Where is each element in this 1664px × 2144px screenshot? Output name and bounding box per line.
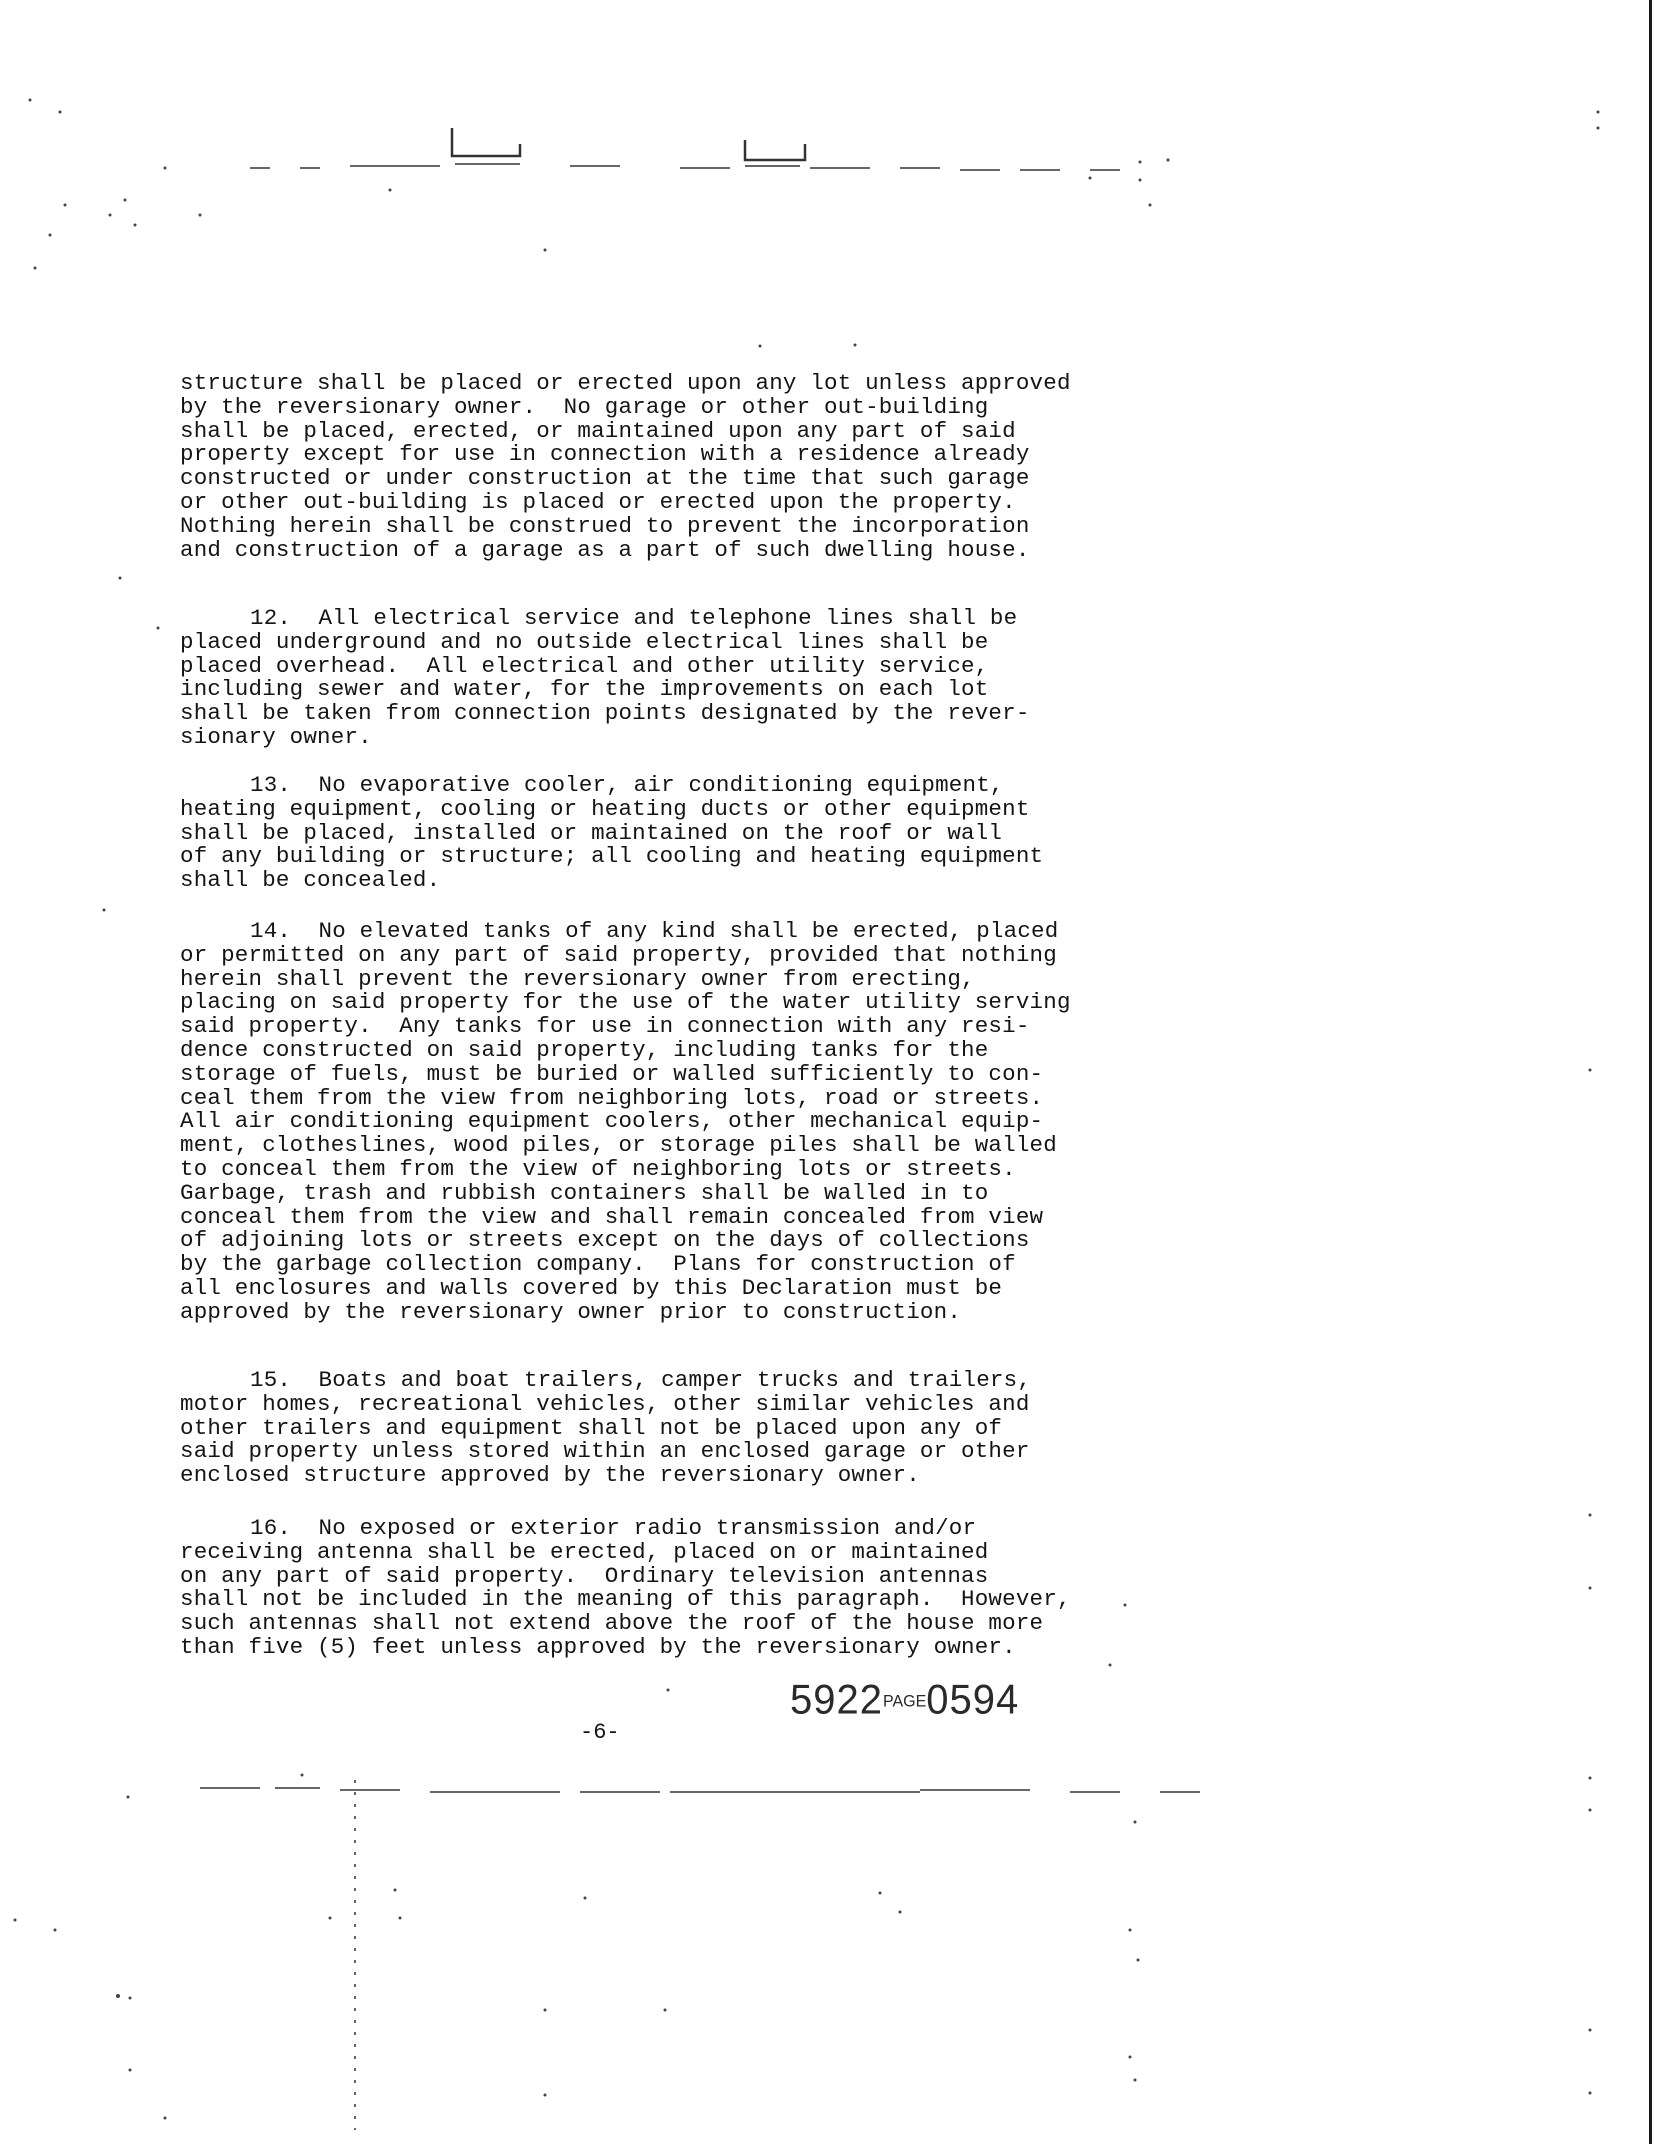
text-line: receiving antenna shall be erected, placed on or maintained <box>180 1538 989 1565</box>
paragraph-12 <box>180 607 1140 750</box>
paragraph-13 <box>180 774 1140 893</box>
page-number: -6- <box>580 1720 620 1745</box>
text-line: enclosed structure approved by the reversionary owner. <box>180 1462 920 1489</box>
stamp-page-number: 0594 <box>926 1676 1020 1724</box>
scan-edge-line <box>1649 0 1652 2144</box>
text-line: property except for use in connection with a residence already <box>180 441 1030 468</box>
text-line: by the garbage collection company. Plans for construction of <box>180 1251 1016 1278</box>
text-line: or permitted on any part of said property, provided that nothing <box>180 941 1057 968</box>
text-line: heating equipment, cooling or heating ducts or other equipment <box>180 795 1030 822</box>
text-line: shall not be included in the meaning of this paragraph. However, <box>180 1586 1071 1613</box>
text-line: to conceal them from the view of neighboring lots or streets. <box>180 1155 1016 1182</box>
text-line: 16. No exposed or exterior radio transmission and/or <box>250 1515 977 1541</box>
text-line: placed overhead. All electrical and other utility service, <box>180 652 989 679</box>
text-line: said property unless stored within an enclosed garage or other <box>180 1438 1030 1465</box>
paragraph-11-continued <box>180 372 1140 562</box>
paragraph-16 <box>180 1517 1140 1660</box>
text-line: structure shall be placed or erected upon any lot unless approved <box>180 370 1071 396</box>
stamp-book-number: 5922 <box>790 1676 883 1724</box>
text-line: storage of fuels, must be buried or walled sufficiently to con- <box>180 1060 1044 1087</box>
text-line: All air conditioning equipment coolers, other mechanical equip- <box>180 1108 1044 1135</box>
text-line: shall be concealed. <box>180 867 441 894</box>
text-line: 15. Boats and boat trailers, camper trucks and trailers, <box>250 1367 1032 1393</box>
text-line: dence constructed on said property, including tanks for the <box>180 1036 989 1063</box>
text-line: of adjoining lots or streets except on the days of collections <box>180 1227 1030 1254</box>
text-line: shall be placed, erected, or maintained upon any part of said <box>180 417 1016 444</box>
text-line: motor homes, recreational vehicles, other similar vehicles and <box>180 1390 1030 1417</box>
text-line: 13. No evaporative cooler, air conditioning equipment, <box>250 772 1004 798</box>
text-line: approved by the reversionary owner prior to construction. <box>180 1298 962 1325</box>
text-line: ceal them from the view from neighboring lots, road or streets. <box>180 1084 1044 1111</box>
text-line: or other out-building is placed or erected upon the property. <box>180 488 1016 515</box>
text-line: constructed or under construction at the time that such garage <box>180 465 1030 492</box>
text-line: by the reversionary owner. No garage or other out-building <box>180 393 989 420</box>
text-line: of any building or structure; all cooling and heating equipment <box>180 843 1044 870</box>
text-line: ment, clotheslines, wood piles, or storage piles shall be walled <box>180 1132 1057 1159</box>
stamp-page-label: PAGE <box>882 1693 927 1711</box>
text-line: all enclosures and walls covered by this Declaration must be <box>180 1274 1003 1301</box>
text-line: and construction of a garage as a part of such dwelling house. <box>180 536 1030 563</box>
text-line: said property. Any tanks for use in connection with any resi- <box>180 1013 1030 1040</box>
text-line: other trailers and equipment shall not be placed upon any of <box>180 1414 1003 1441</box>
text-line: than five (5) feet unless approved by the reversionary owner. <box>180 1633 1016 1660</box>
text-line: conceal them from the view and shall remain concealed from view <box>180 1203 1044 1230</box>
text-line: 12. All electrical service and telephone lines shall be <box>250 605 1018 631</box>
text-line: placed underground and no outside electrical lines shall be <box>180 628 989 655</box>
recording-stamp <box>790 1677 1019 1724</box>
text-line: on any part of said property. Ordinary television antennas <box>180 1562 989 1589</box>
paragraph-15 <box>180 1369 1140 1488</box>
text-line: herein shall prevent the reversionary owner from erecting, <box>180 965 975 992</box>
text-line: such antennas shall not extend above the roof of the house more <box>180 1610 1044 1637</box>
paragraph-14 <box>180 920 1140 1325</box>
text-line: shall be taken from connection points designated by the rever- <box>180 700 1030 727</box>
text-line: shall be placed, installed or maintained on the roof or wall <box>180 819 1003 846</box>
text-line: including sewer and water, for the improvements on each lot <box>180 676 989 703</box>
text-line: 14. No elevated tanks of any kind shall be erected, placed <box>250 918 1059 944</box>
text-line: Nothing herein shall be construed to prevent the incorporation <box>180 512 1030 539</box>
text-line: Garbage, trash and rubbish containers shall be walled in to <box>180 1179 989 1206</box>
text-line: sionary owner. <box>180 723 372 750</box>
text-line: placing on said property for the use of the water utility serving <box>180 989 1071 1016</box>
